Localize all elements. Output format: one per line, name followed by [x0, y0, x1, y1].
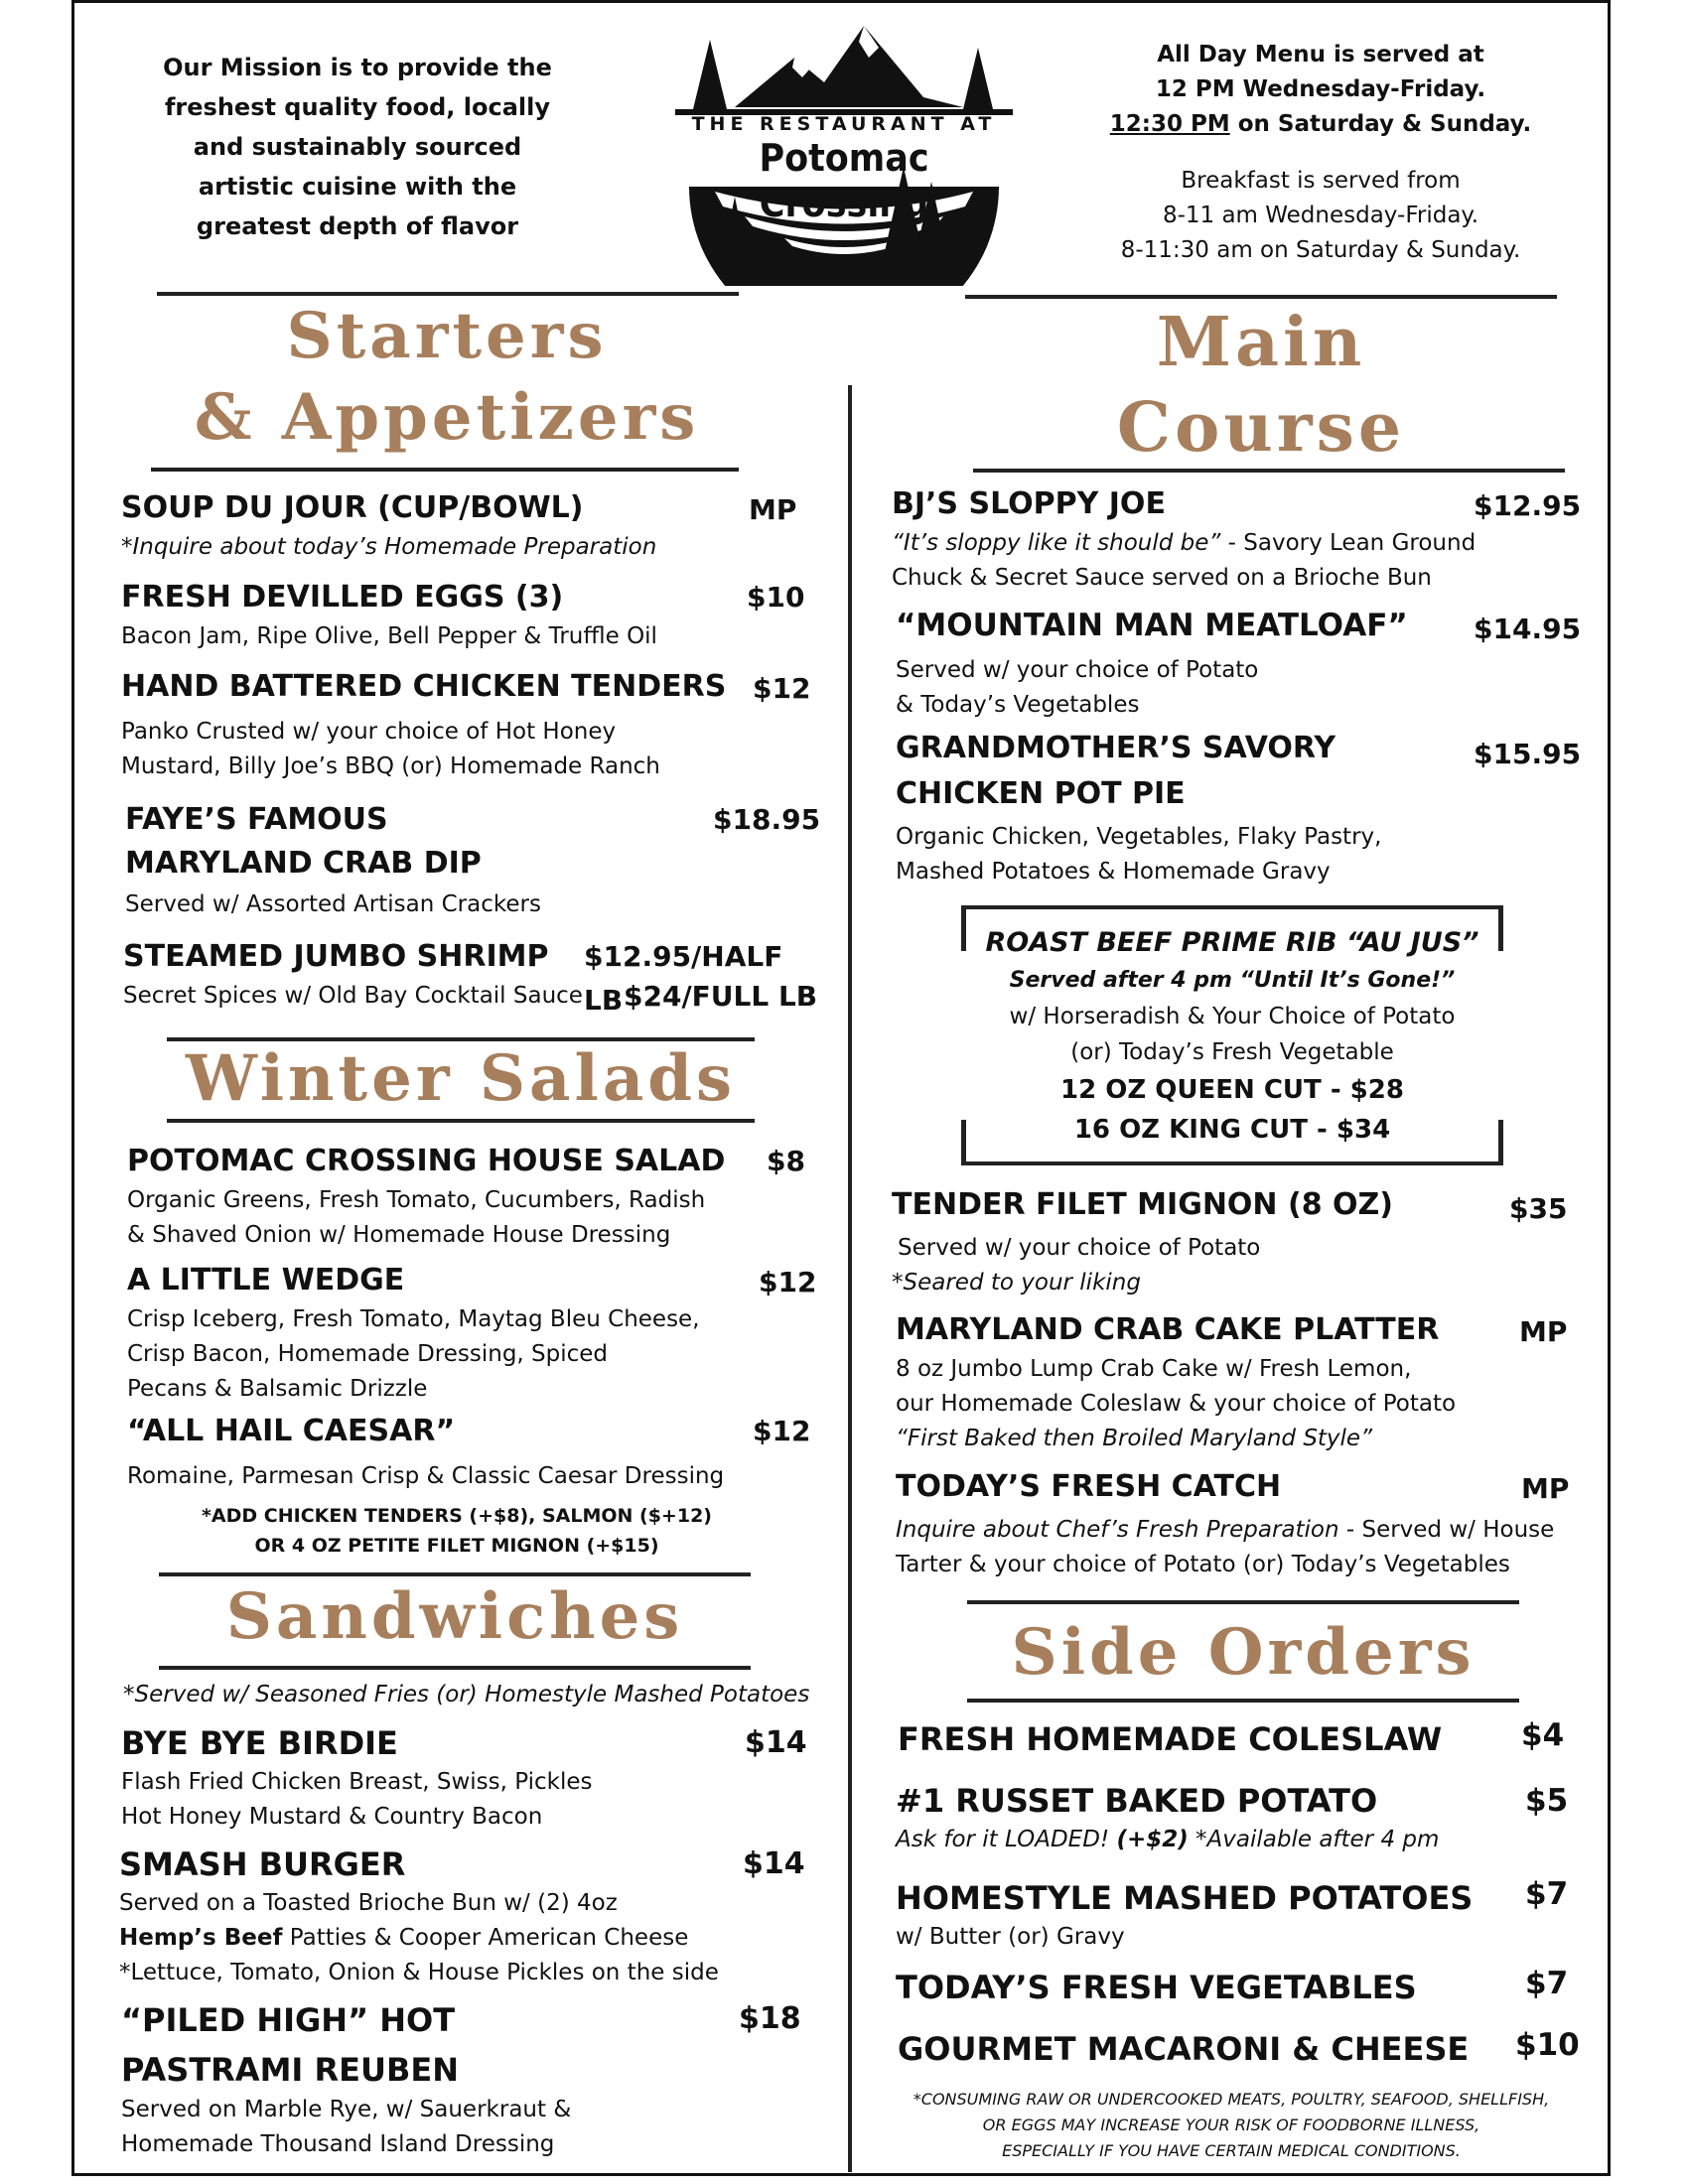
- food-safety-footnote: *CONSUMING RAW OR UNDERCOOKED MEATS, POULTRY, SEAFOOD, SHELLFISH, OR EGGS MAY INCREASE YOUR RISK OF FOODBORNE ILLNESS, ESPECIALLY IF YOU HAVE CERTAIN MEDICAL CONDITIONS.: [913, 2090, 1550, 2160]
- item-name: BYE BYE BIRDIE: [121, 1724, 398, 1762]
- menu-item: [896, 1876, 1611, 1955]
- sandwich-note: *Served w/ Seasoned Fries (or) Homestyle Mashed Potatoes: [123, 1682, 810, 1707]
- item-name: “PILED HIGH” HOT: [121, 2001, 456, 2039]
- item-name: GRANDMOTHER’S SAVORY: [896, 731, 1336, 765]
- sandwiches-title: Sandwiches: [225, 1579, 684, 1654]
- item-desc: Served on Marble Rye, w/ Sauerkraut &: [121, 2097, 572, 2122]
- menu-item: [127, 1259, 822, 1407]
- mission-statement: [149, 48, 566, 246]
- item-desc: Served w/ Assorted Artisan Crackers: [125, 891, 541, 917]
- item-desc: Hemp’s Beef Patties & Cooper American Cheese: [119, 1925, 689, 1951]
- item-price: $5: [1525, 1783, 1569, 1819]
- prime-rib-cut: 12 OZ QUEEN CUT - $28: [1060, 1075, 1404, 1105]
- item-name: FRESH HOMEMADE COLESLAW: [898, 1720, 1443, 1758]
- item-desc: Hot Honey Mustard & Country Bacon: [121, 1804, 543, 1830]
- mission-line: greatest depth of flavor: [196, 212, 519, 240]
- menu-item: [896, 1465, 1611, 1582]
- mission-line: freshest quality food, locally: [164, 93, 550, 121]
- item-name: A LITTLE WEDGE: [127, 1263, 405, 1297]
- salads-title: Winter Salads: [185, 1041, 737, 1116]
- starters-title: Starters & Appetizers: [194, 299, 700, 455]
- menu-item: [123, 935, 818, 1017]
- item-desc: w/ Butter (or) Gravy: [896, 1924, 1125, 1950]
- item-price: $10: [1515, 2027, 1580, 2063]
- divider: [973, 469, 1565, 473]
- item-desc: Tarter & your choice of Potato (or) Today’s Vegetables: [896, 1552, 1510, 1577]
- prime-rib-desc: w/ Horseradish & Your Choice of Potato: [1009, 1004, 1456, 1029]
- item-name: POTOMAC CROSSING HOUSE SALAD: [127, 1144, 726, 1178]
- menu-item: [892, 1183, 1587, 1300]
- item-name: TENDER FILET MIGNON (8 OZ): [892, 1187, 1393, 1222]
- item-desc: Organic Greens, Fresh Tomato, Cucumbers, Radish: [127, 1187, 706, 1213]
- prime-rib-cut: 16 OZ KING CUT - $34: [1073, 1115, 1391, 1145]
- divider: [167, 1119, 755, 1123]
- item-desc: Flash Fried Chicken Breast, Swiss, Pickles: [121, 1769, 593, 1795]
- hours-line: 12 PM Wednesday-Friday.: [1155, 76, 1486, 102]
- item-price: $7: [1525, 1876, 1569, 1912]
- menu-item: [121, 665, 816, 784]
- item-price: $18: [739, 2001, 801, 2036]
- item-desc: Mashed Potatoes & Homemade Gravy: [896, 859, 1331, 885]
- prime-rib-title: ROAST BEEF PRIME RIB “AU JUS”: [985, 927, 1479, 958]
- menu-item: [896, 1308, 1591, 1456]
- logo-name: Potomac Crossing: [759, 136, 929, 225]
- item-price: MP: [749, 493, 797, 526]
- item-name: BJ’S SLOPPY JOE: [892, 486, 1166, 521]
- item-name: HAND BATTERED CHICKEN TENDERS: [121, 669, 727, 704]
- item-desc: Secret Spices w/ Old Bay Cocktail Sauce: [123, 983, 583, 1009]
- item-desc: & Shaved Onion w/ Homemade House Dressing: [127, 1222, 671, 1248]
- menu-item: [121, 1997, 836, 2162]
- item-name: PASTRAMI REUBEN: [121, 2051, 459, 2089]
- hours-weekend-time: 12:30 PM: [1109, 111, 1230, 137]
- item-name: MARYLAND CRAB DIP: [125, 846, 482, 881]
- item-desc-bold: Hemp’s Beef: [119, 1925, 283, 1951]
- hours-line: Breakfast is served from: [1181, 168, 1461, 194]
- item-desc: “First Baked then Broiled Maryland Style”: [896, 1426, 1373, 1451]
- item-desc: Ask for it LOADED! (+$2) *Available after 4 pm: [896, 1827, 1440, 1852]
- item-desc: *Inquire about today’s Homemade Preparation: [121, 534, 657, 560]
- divider: [967, 1699, 1519, 1703]
- item-price: $12: [759, 1266, 817, 1298]
- item-price: $12: [753, 672, 811, 705]
- item-name: #1 RUSSET BAKED POTATO: [896, 1782, 1378, 1820]
- menu-item: [119, 1843, 834, 1990]
- item-price: $12: [753, 1415, 811, 1447]
- item-desc: Served w/ your choice of Potato: [896, 657, 1259, 683]
- item-desc: Organic Chicken, Vegetables, Flaky Pastry,: [896, 824, 1382, 850]
- column-divider: [848, 385, 852, 2172]
- item-desc: Inquire about Chef’s Fresh Preparation - Served w/ House: [896, 1517, 1555, 1543]
- menu-item: [896, 1779, 1611, 1857]
- item-desc: Crisp Iceberg, Fresh Tomato, Maytag Bleu Cheese,: [127, 1306, 700, 1332]
- item-price: $12.95: [1474, 489, 1582, 522]
- divider: [151, 468, 739, 472]
- item-price: $18.95: [713, 803, 821, 836]
- item-desc: Mustard, Billy Joe’s BBQ (or) Homemade Ranch: [121, 753, 660, 779]
- item-name: “MOUNTAIN MAN MEATLOAF”: [896, 608, 1408, 643]
- item-name: TODAY’S FRESH VEGETABLES: [896, 1969, 1417, 2006]
- item-desc: our Homemade Coleslaw & your choice of Potato: [896, 1391, 1457, 1417]
- item-name: MARYLAND CRAB CAKE PLATTER: [896, 1312, 1440, 1347]
- item-name: FAYE’S FAMOUS: [125, 802, 388, 837]
- menu-item: [898, 2027, 1613, 2071]
- item-price: $10: [747, 581, 805, 614]
- mission-line: and sustainably sourced: [193, 133, 522, 161]
- item-desc: & Today’s Vegetables: [896, 692, 1140, 718]
- side-orders-title: Side Orders: [1011, 1615, 1476, 1690]
- item-desc: Panko Crusted w/ your choice of Hot Honey: [121, 719, 617, 745]
- item-price: $35: [1509, 1192, 1568, 1225]
- prime-rib-subtitle: Served after 4 pm “Until It’s Gone!”: [1009, 968, 1456, 993]
- item-name: GOURMET MACARONI & CHEESE: [898, 2030, 1470, 2068]
- item-name: “ALL HAIL CAESAR”: [127, 1414, 456, 1448]
- item-name: SMASH BURGER: [119, 1845, 406, 1883]
- menu-item: [121, 486, 816, 565]
- item-name: HOMESTYLE MASHED POTATOES: [896, 1879, 1474, 1917]
- menu-item: [127, 1140, 822, 1253]
- item-desc: 8 oz Jumbo Lump Crab Cake w/ Fresh Lemon,: [896, 1356, 1412, 1382]
- divider: [967, 1600, 1519, 1604]
- item-name: CHICKEN POT PIE: [896, 776, 1186, 811]
- hours-line: All Day Menu is served at: [1157, 42, 1484, 68]
- mission-line: Our Mission is to provide the: [163, 54, 552, 81]
- hours-line: 8-11 am Wednesday-Friday.: [1162, 203, 1479, 228]
- item-desc: Chuck & Secret Sauce served on a Brioche Bun: [892, 565, 1432, 591]
- hours-info: [1102, 38, 1539, 268]
- item-price: $14: [745, 1725, 807, 1760]
- item-name: TODAY’S FRESH CATCH: [896, 1469, 1282, 1504]
- item-desc: *Seared to your liking: [892, 1270, 1141, 1296]
- mission-line: artistic cuisine with the: [198, 173, 517, 201]
- menu-item: [896, 727, 1591, 889]
- restaurant-logo: [675, 18, 1013, 286]
- item-desc: Crisp Bacon, Homemade Dressing, Spiced: [127, 1341, 609, 1367]
- salad-addons: *ADD CHICKEN TENDERS (+$8), SALMON ($+12) OR 4 OZ PETITE FILET MIGNON (+$15): [202, 1505, 712, 1557]
- item-price: $24/FULL LB: [624, 980, 818, 1013]
- hours-line: [1102, 107, 1539, 142]
- divider: [159, 1666, 751, 1670]
- prime-rib-box: [961, 905, 1503, 1165]
- item-price: $8: [767, 1145, 805, 1177]
- menu-item: [121, 1721, 816, 1835]
- menu-item: [896, 1966, 1611, 2009]
- item-price: $14.95: [1474, 613, 1582, 645]
- item-price: $7: [1525, 1966, 1569, 2001]
- main-course-title: Main Course: [1116, 303, 1406, 468]
- item-price: MP: [1521, 1472, 1570, 1505]
- divider: [965, 295, 1557, 299]
- menu-item: [121, 576, 816, 654]
- logo-top-text: THE RESTAURANT AT: [691, 113, 997, 135]
- hours-line: 8-11:30 am on Saturday & Sunday.: [1120, 237, 1521, 263]
- menu-item: [896, 604, 1591, 723]
- menu-item: [127, 1410, 822, 1494]
- item-desc: Bacon Jam, Ripe Olive, Bell Pepper & Truffle Oil: [121, 623, 657, 649]
- item-desc: Served on a Toasted Brioche Bun w/ (2) 4oz: [119, 1890, 618, 1916]
- item-desc: Romaine, Parmesan Crisp & Classic Caesar Dressing: [127, 1463, 725, 1489]
- item-desc: “It’s sloppy like it should be” - Savory Lean Ground: [892, 530, 1477, 556]
- prime-rib-desc: (or) Today’s Fresh Vegetable: [1070, 1039, 1394, 1065]
- item-desc: Served w/ your choice of Potato: [898, 1235, 1261, 1261]
- item-price: $4: [1521, 1717, 1565, 1753]
- item-desc: Pecans & Balsamic Drizzle: [127, 1376, 428, 1402]
- hours-weekend-rest: on Saturday & Sunday.: [1229, 111, 1532, 137]
- item-price: $15.95: [1474, 738, 1582, 770]
- item-price: MP: [1519, 1315, 1568, 1348]
- item-desc: Homemade Thousand Island Dressing: [121, 2131, 555, 2157]
- menu-item: [892, 482, 1587, 596]
- item-price: $12.95/HALF LB: [584, 940, 783, 1017]
- item-name: FRESH DEVILLED EGGS (3): [121, 580, 564, 614]
- menu-item: [898, 1717, 1593, 1761]
- item-name: STEAMED JUMBO SHRIMP: [123, 939, 549, 974]
- menu-item: [125, 798, 820, 922]
- item-name: SOUP DU JOUR (CUP/BOWL): [121, 490, 584, 525]
- item-price: $14: [743, 1846, 805, 1881]
- item-desc: *Lettuce, Tomato, Onion & House Pickles on the side: [119, 1960, 719, 1985]
